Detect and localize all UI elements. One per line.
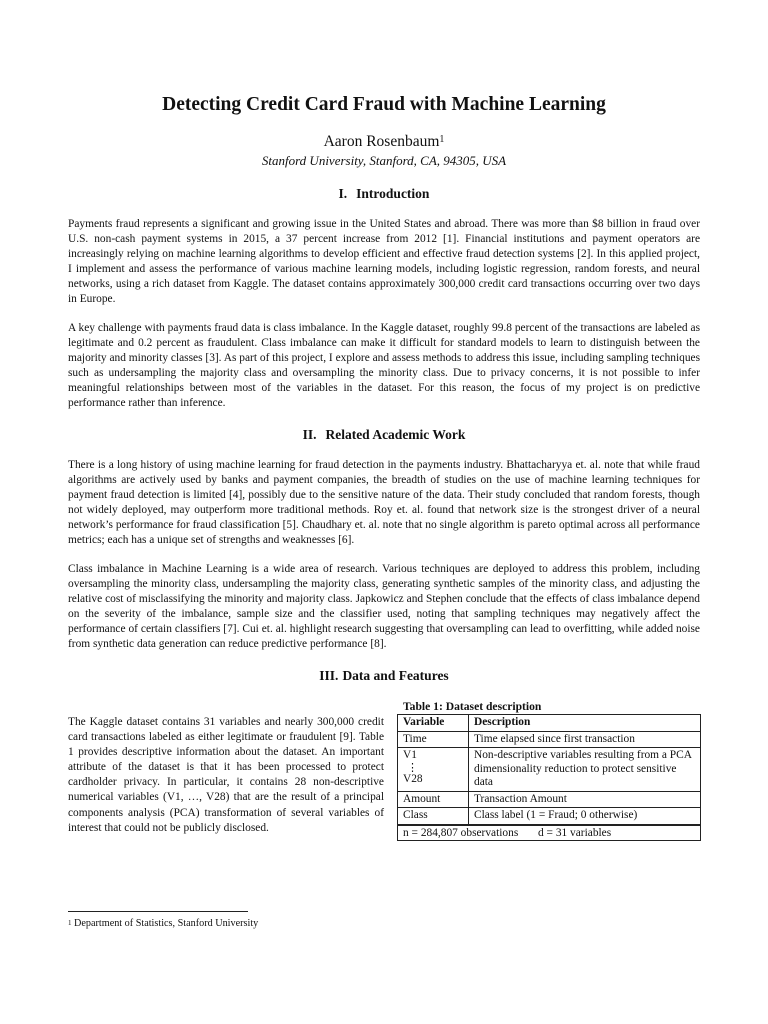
section-heading-introduction [0, 186, 768, 202]
data-paragraph-1: The Kaggle dataset contains 31 variables and nearly 300,000 credit card transactions labeled as either legitimate or fraudulent [9]. Table 1 provides descriptive information about the dataset. An important attribute of the dataset is that it has been processed to protect cardholder privacy. In particular, it contains 28 non-descriptive numerical variables (V1, …, V28) that are the result of a principal components analysis (PCA) transformation of several variables of interest that could not be publicly disclosed. [68, 716, 384, 834]
table-row [398, 791, 701, 808]
footnote [68, 917, 258, 930]
table-cell-variable: Class [398, 808, 469, 825]
section-heading-data-features [0, 668, 768, 684]
footnote-mark: 1 [68, 919, 72, 927]
intro-paragraph-2: A key challenge with payments fraud data is class imbalance. In the Kaggle dataset, roughly 99.8 percent of the transactions are labeled as legitimate and 0.2 percent as fraudulent. Class imbalance can make it difficult for standard models to learn to distinguish between the majority and minority classes [3]. As part of this project, I explore and assess methods to address this issue, including sampling techniques such as undersampling the majority class and oversampling the minority class. Due to privacy concerns, it is not possible to infer meaningful relationships between most of the variables in the dataset. For this reason, the focus of my project is on predictive performance rather than inference. [68, 322, 700, 410]
table-row [398, 748, 701, 792]
section-title: Data and Features [342, 668, 449, 683]
table-cell-description: Time elapsed since first transaction [469, 731, 701, 748]
table-header-description: Description [469, 715, 701, 732]
table-header-variable: Variable [398, 715, 469, 732]
section-title: Introduction [356, 186, 430, 201]
related-paragraph-1: There is a long history of using machine learning for fraud detection in the payments industry. Bhattacharyya et. al. note that while fraud algorithms are actively used by banks and payment companies, the breadth of studies on the use of machine learning techniques for payment fraud detection is limited [4], possibly due to the sensitive nature of the data. Their study concluded that random forests, though not widely deployed, may outperform more traditional methods. Roy et. al. found that network size is the strongest driver of a neural network’s performance for fraud classification [5]. Chaudhary et. al. note that no single algorithm is pareto optimal across all performance metrics; each has a unique set of strengths and weaknesses [6]. [68, 459, 700, 547]
table-cell-variable: Amount [398, 791, 469, 808]
table-cell-variable [398, 748, 469, 792]
section-number: I. [338, 186, 348, 201]
author-footnote-mark: 1 [439, 134, 445, 145]
paper-title: Detecting Credit Card Fraud with Machine Learning [162, 94, 606, 115]
table-cell-description: Class label (1 = Fraud; 0 otherwise) [469, 808, 701, 825]
section-number: III. [319, 668, 339, 683]
author-name [0, 132, 768, 152]
footnote-text: Department of Statistics, Stanford University [74, 918, 259, 929]
table-row [398, 731, 701, 748]
vertical-ellipsis: ⋮ [407, 761, 418, 774]
intro-paragraph-1: Payments fraud represents a significant and growing issue in the United States and abroad. There was more than $8 billion in fraud over U.S. non-cash payment systems in 2015, a 37 percent increase from 2012 [1]. Financial institutions and payment operators are increasingly relying on machine learning algorithms to develop efficient and effective fraud detection systems [2]. In this applied project, I implement and assess the performance of various machine learning models, including logistic regression, random forests, and neural networks, using a rich dataset from Kaggle. The dataset contains approximately 300,000 credit card transactions occurring over two days in Europe. [68, 218, 700, 306]
table-cell-description: Non-descriptive variables resulting from a PCA dimensionality reduction to protect sensitive data [469, 748, 701, 792]
table-footer [397, 825, 701, 841]
footnote-divider [68, 911, 248, 912]
table-caption: Table 1: Dataset description [403, 700, 542, 713]
section-heading-related-work [0, 427, 768, 443]
dataset-description-table [397, 714, 701, 825]
table-row [398, 808, 701, 825]
variable-start: V1 [403, 749, 417, 761]
section-title: Related Academic Work [325, 427, 466, 442]
table-header-row [398, 715, 701, 732]
table-footer-observations: n = 284,807 observations [403, 827, 519, 839]
author-affiliation: Stanford University, Stanford, CA, 94305, USA [261, 153, 507, 168]
section-number: II. [302, 427, 317, 442]
author-name-text: Aaron Rosenbaum [323, 133, 440, 150]
table-cell-description: Transaction Amount [469, 791, 701, 808]
related-paragraph-2: Class imbalance in Machine Learning is a wide area of research. Various techniques are deployed to address this problem, including oversampling the minority class, undersampling the majority class, generating synthetic samples of the minority class, and adjusting the relative cost of misclassifying the minority and majority class. Japkowicz and Stephen conclude that the effects of class imbalance depend on the severity of the imbalance, sample size and the classifier used, noting that sampling techniques may negatively affect the performance of certain classifiers [7]. Cui et. al. highlight research suggesting that oversampling can lead to overfitting, while added noise from synthetic data generation can reduce predictive performance [8]. [68, 563, 700, 651]
variable-end: V28 [403, 772, 423, 785]
table-footer-variables: d = 31 variables [538, 827, 612, 839]
table-cell-variable: Time [398, 731, 469, 748]
